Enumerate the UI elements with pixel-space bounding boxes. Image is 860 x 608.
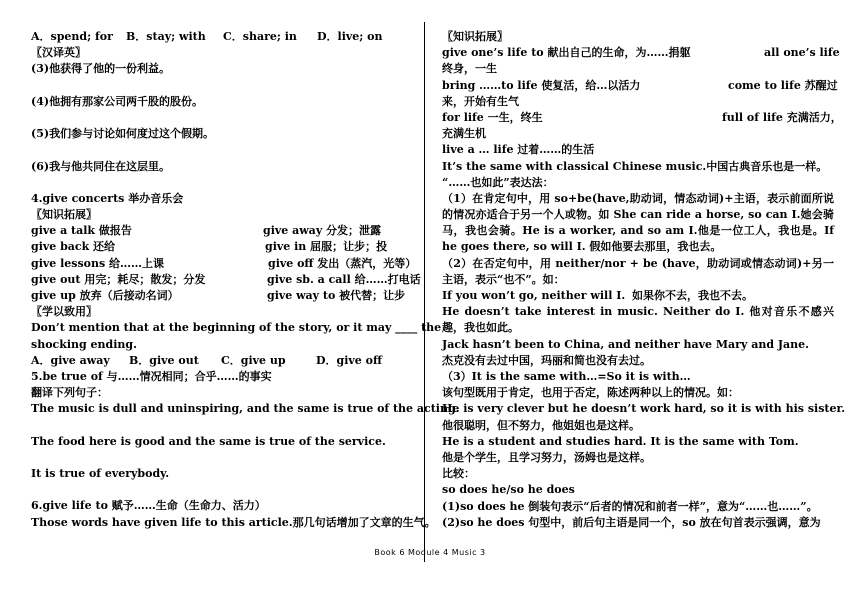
question-3: (3)他获得了他的一份利益。 [31,62,171,76]
phrase-row [31,256,417,272]
example-cn: 杰克没有去过中国，玛丽和简也没有去过。 [442,353,651,367]
example-cn: 他很聪明，但不努力，他姐姐也是这样。 [442,418,640,432]
option-d: D．give off [316,353,382,367]
paragraph-1: （1）在肯定句中，用 so+be(have,助动词，情态动词)+主语，表示前面所说的情况亦适合于另一个人或物。如 She can ride a horse, so can I.她会骑马，我也会骑。He is a worker, and so am I.他是一位工人，我也是。If he goes there, so will I. 假如他要去那里，我也去。 [442,191,834,254]
phrase-left: give up 放弃（后接动名词） [31,289,179,302]
phrase-left: give out 用完；耗尽；散发；分发 [31,272,206,286]
example-en: Jack hasn’t been to China, and neither have Mary and Jane. [442,337,810,351]
phrase-line-cont: 来，开始有生气 [442,94,519,108]
phrase-left: give lessons 给……上课 [31,256,165,270]
section-title-5: 5.be true of 与……情况相同；合乎……的事实 [31,369,272,383]
rule-3: （3）It is the same with…=So it is with… [442,370,691,384]
right-column [442,29,846,531]
compare-1: (1)so does he 倒装句表示“后者的情况和前者一样”，意为“……也……”。 [442,499,818,513]
page-footer: Book 6 Module 4 Music 3 [374,548,486,557]
column-divider [424,22,425,562]
example-sentence: It’s the same with classical Chinese music.中国古典音乐也是一样。 [442,159,828,173]
phrase-line-cont: 终身，一生 [442,62,497,76]
section-title-4: 4.give concerts 举办音乐会 [31,191,184,205]
phrase-right: give sb. a call 给……打电话 [267,272,421,286]
example-line: If you won’t go, neither will I. 如果你不去，我也不去。 [442,289,753,303]
question-6: (6)我与他共同住在这层里。 [31,159,171,173]
section-heading-hanyi: 〖汉译英〗 [31,46,86,60]
sentence-2: The food here is good and the same is true of the service. [31,434,386,448]
sentence-3: It is true of everybody. [31,467,170,481]
compare-phrase: so does he/so he does [442,483,575,497]
paragraph-2: （2）在否定句中，用 neither/nor + be (have，助动词或情态动词)+另一主语，表示“也不”。如： [442,256,834,286]
phrase-right: give off 发出（蒸汽，光等） [268,256,417,270]
option-b: B．stay; with [126,30,206,43]
option-b: B．give out [129,353,199,367]
example-en: He is very clever but he doesn’t work hard, so it is with his sister. [442,402,846,416]
section-title-6: 6.give life to 赋予……生命（生命力、活力） [31,499,266,513]
option-c: C．give up [221,353,286,367]
phrase-right: give away 分发；泄露 [263,224,382,238]
option-d: D．live; on [317,30,383,43]
phrase-row [31,288,407,304]
option-c: C．share; in [223,30,297,43]
options-row-2 [31,353,407,369]
option-a: A．give away [31,353,110,367]
phrase-line: give one’s life to 献出自己的生命，为……捐躯 all one’s life [442,46,840,60]
paragraph-3: He doesn’t take interest in music. Neither do I. 他对音乐不感兴趣，我也如此。 [442,305,834,335]
phrase-row [31,223,407,239]
phrase-right: give way to 被代替；让步 [267,289,406,302]
question-5: (5)我们参与讨论如何度过这个假期。 [31,127,215,141]
translate-label: 翻译下列句子： [31,386,108,400]
phrase-left: give a talk 做报告 [31,224,132,238]
phrase-row [31,239,407,255]
compare-2: (2)so he does 句型中，前后句主语是同一个，so 放在句首表示强调，意为 [442,515,821,529]
section-heading-xueyi: 〖学以致用〗 [31,305,97,319]
section-heading-kuozhan-2: 〖知识拓展〗 [442,30,508,43]
phrase-line: for life 一生，终生 full of life 充满活力， [442,110,842,124]
phrase-right: give in 屈服；让步；投 [265,240,388,254]
example-cn: 他是个学生，且学习努力，汤姆也是这样。 [442,451,651,464]
phrase-line-cont: 充满生机 [442,127,486,141]
phrase-line: live a … life 过着……的生活 [442,143,595,157]
rule-3-desc: 该句型既用于肯定，也用于否定，陈述两种以上的情况。如： [442,386,739,400]
sentence-4: Those words have given life to this article.那几句话增加了文章的生气。 [31,515,436,529]
phrase-line: bring ……to life 使复活，给…以活力 come to life 苏醒过 [442,78,838,92]
phrase-row [31,272,421,288]
expression-heading: “……也如此”表达法： [442,175,554,189]
exercise-line-1: Don’t mention that at the beginning of the story, or it may ____ the [31,321,442,335]
section-heading-kuozhan: 〖知识拓展〗 [31,208,97,222]
example-en: He is a student and studies hard. It is the same with Tom. [442,434,799,448]
sentence-1: The music is dull and uninspiring, and the same is true of the acting. [31,402,460,416]
options-row-1 [31,29,407,45]
question-4: (4)他拥有那家公司两千股的股份。 [31,94,204,108]
option-a: A．spend; for [31,30,113,43]
compare-label: 比较： [442,467,475,481]
exercise-line-2: shocking ending. [31,337,137,351]
phrase-left: give back 还给 [31,240,116,254]
